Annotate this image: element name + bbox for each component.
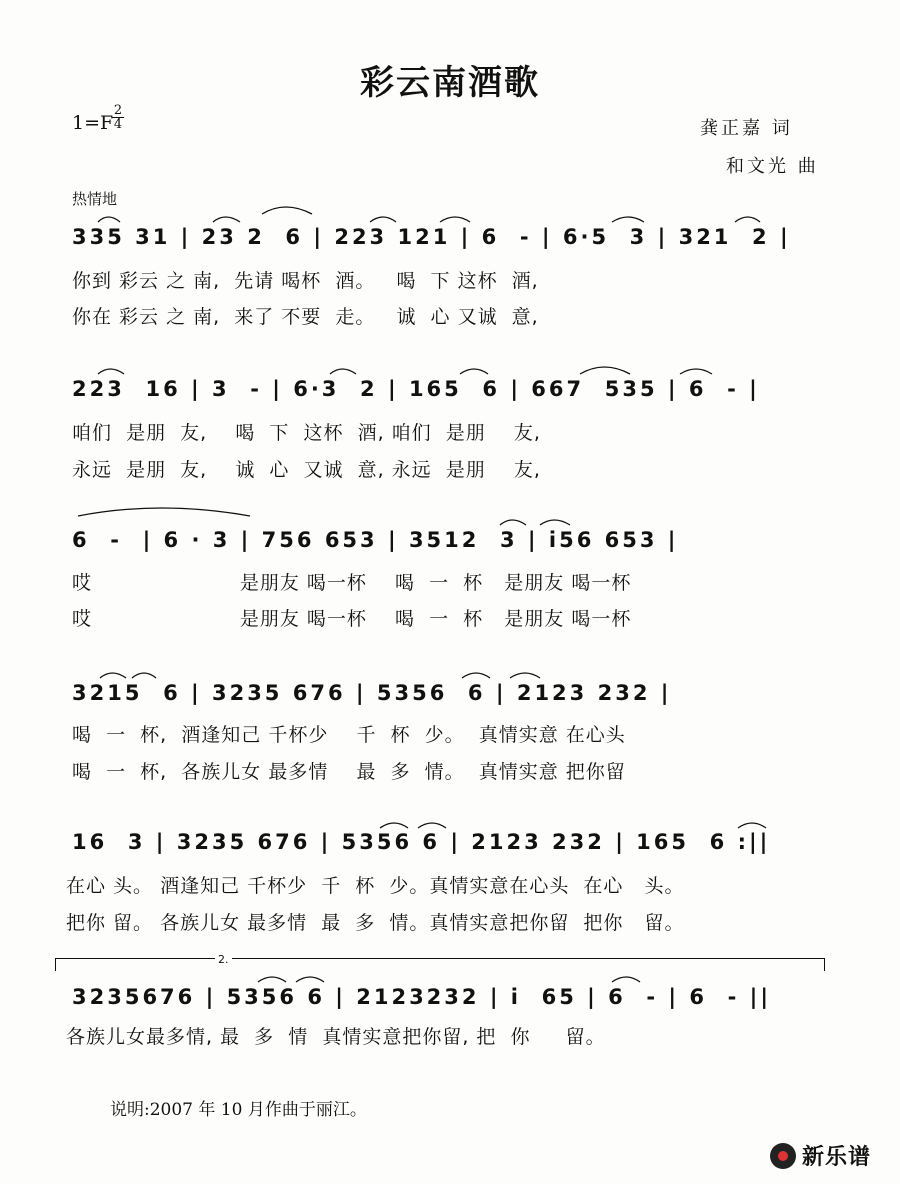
slur-mark: [380, 823, 408, 828]
slur-mark: [213, 217, 240, 222]
slur-mark: [440, 217, 470, 222]
slur-mark: [78, 508, 250, 516]
slur-mark: [738, 823, 766, 828]
slur-mark: [296, 977, 324, 982]
slur-mark: [680, 369, 712, 374]
footnote: 说明:2007 年 10 月作曲于丽江。: [110, 1100, 367, 1120]
logo-text: 新乐谱: [802, 1145, 872, 1170]
lyrics-line-3a: 哎 是朋友 喝一杯 喝 一 杯 是朋友 喝一杯: [72, 572, 632, 594]
lyrics-line-1a: 你到 彩云 之 南, 先请 喝杯 酒。 喝 下 这杯 酒,: [72, 270, 539, 292]
slur-mark: [612, 217, 644, 222]
slur-mark: [100, 673, 126, 678]
slur-mark: [540, 520, 570, 525]
song-title: 彩云南酒歌: [360, 63, 540, 103]
slur-mark: [370, 217, 396, 222]
lyrics-line-2a: 咱们 是朋 友, 喝 下 这杯 酒, 咱们 是朋 友,: [72, 422, 541, 444]
slur-mark: [735, 217, 760, 222]
key-signature: 1=F: [72, 112, 114, 134]
slur-mark: [418, 823, 446, 828]
lyrics-line-4a: 喝 一 杯, 酒逢知己 千杯少 千 杯 少。 真情实意 在心头: [72, 724, 626, 746]
lyrics-line-4b: 喝 一 杯, 各族儿女 最多情 最 多 情。 真情实意 把你留: [72, 761, 626, 783]
composer-credit: 和文光 曲: [726, 156, 819, 177]
slur-mark: [500, 520, 526, 525]
slur-mark: [580, 367, 630, 374]
second-ending-label: 2.: [215, 953, 232, 966]
time-signature-top: 2: [113, 103, 123, 118]
lyrics-line-3b: 哎 是朋友 喝一杯 喝 一 杯 是朋友 喝一杯: [72, 608, 632, 630]
lyrics-line-1b: 你在 彩云 之 南, 来了 不要 走。 诚 心 又诚 意,: [72, 306, 539, 328]
slur-mark: [612, 977, 640, 982]
slur-mark: [258, 977, 286, 982]
notation-line-5: 16 3 | 3235 676 | 5356 6 | 2123 232 | 165 6 :||: [72, 830, 771, 854]
lyrics-line-5b: 把你 留。 各族儿女 最多情 最 多 情。真情实意把你留 把你 留。: [66, 912, 685, 934]
tempo-marking: 热情地: [72, 190, 118, 208]
notation-line-1: 335 31 | 23 2 6 | 223 121 | 6 - | 6·5 3 | 321 2 |: [72, 225, 791, 249]
notation-line-4: 3215 6 | 3235 676 | 5356 6 | 2123 232 |: [72, 681, 672, 705]
lyricist-credit: 龚正嘉 词: [700, 118, 793, 139]
lyrics-line-6a: 各族儿女最多情, 最 多 情 真情实意把你留, 把 你 留。: [66, 1026, 606, 1048]
record-disc-icon: [770, 1143, 796, 1169]
notation-line-2: 223 16 | 3 - | 6·3 2 | 165 6 | 667 535 | 6 - |: [72, 377, 760, 401]
time-signature-bottom: 4: [113, 117, 123, 132]
notation-line-6: 3235676 | 5356 6 | 2123232 | i 65 | 6 - | 6 - ||: [72, 985, 771, 1009]
slur-mark: [330, 369, 356, 374]
lyrics-line-5a: 在心 头。 酒逢知己 千杯少 千 杯 少。真情实意在心头 在心 头。: [66, 875, 685, 897]
slur-mark: [510, 673, 540, 678]
site-logo: [770, 1140, 871, 1171]
slur-mark: [98, 217, 120, 222]
slur-mark: [98, 369, 124, 374]
slur-mark: [462, 673, 490, 678]
slur-mark: [132, 673, 156, 678]
slur-mark: [460, 369, 488, 374]
notation-line-3: 6 - | 6 · 3 | 756 653 | 3512 3 | i56 653 |: [72, 528, 679, 552]
slur-mark: [262, 207, 312, 214]
lyrics-line-2b: 永远 是朋 友, 诚 心 又诚 意, 永远 是朋 友,: [72, 459, 541, 481]
